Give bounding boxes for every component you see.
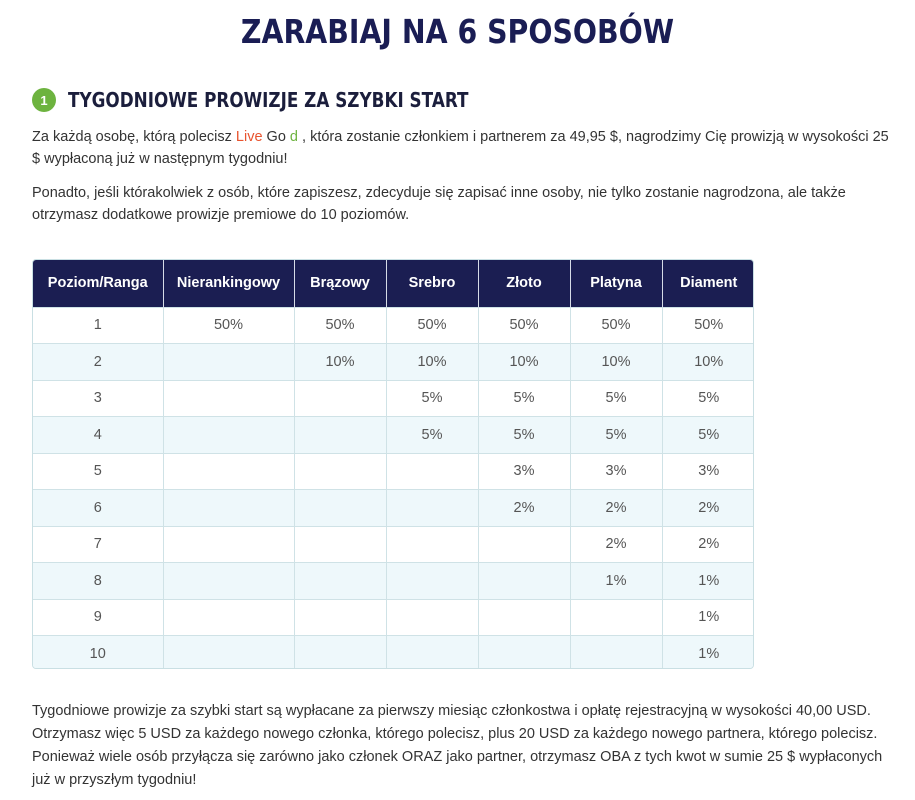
table-row <box>33 636 754 670</box>
level-cell: 7 <box>33 526 163 563</box>
commission-cell: 50% <box>570 307 662 344</box>
commission-cell: 5% <box>570 380 662 417</box>
intro-paragraph <box>32 126 892 170</box>
table-header-cell: Platyna <box>570 260 662 307</box>
commission-cell: 50% <box>163 307 294 344</box>
commission-cell: 5% <box>386 380 478 417</box>
commission-cell <box>570 599 662 636</box>
level-cell: 4 <box>33 417 163 454</box>
commission-cell <box>386 490 478 527</box>
table-row <box>33 417 754 454</box>
commission-cell: 50% <box>294 307 386 344</box>
commission-cell: 5% <box>662 417 754 454</box>
commission-cell <box>163 417 294 454</box>
brand-name-live: Live <box>235 129 263 145</box>
commission-cell: 10% <box>662 344 754 381</box>
commission-cell: 2% <box>662 526 754 563</box>
commission-cell <box>294 599 386 636</box>
table-header-cell: Poziom/Ranga <box>33 260 163 307</box>
table-row <box>33 599 754 636</box>
table-header-cell: Złoto <box>478 260 570 307</box>
commission-cell: 10% <box>294 344 386 381</box>
commission-cell: 1% <box>662 599 754 636</box>
commission-cell: 3% <box>662 453 754 490</box>
commission-cell <box>386 636 478 670</box>
commission-cell: 2% <box>478 490 570 527</box>
commission-cell: 5% <box>662 380 754 417</box>
brand-name-go: Go <box>262 129 286 145</box>
level-cell: 3 <box>33 380 163 417</box>
level-cell: 10 <box>33 636 163 670</box>
table-row <box>33 453 754 490</box>
commission-cell <box>478 599 570 636</box>
commission-cell <box>478 526 570 563</box>
level-cell: 5 <box>33 453 163 490</box>
commission-table <box>33 260 754 669</box>
intro-text-start: Za każdą osobę, którą polecisz <box>32 129 236 145</box>
commission-cell: 10% <box>386 344 478 381</box>
commission-cell: 3% <box>478 453 570 490</box>
table-header-row <box>33 260 754 307</box>
commission-cell <box>570 636 662 670</box>
level-cell: 6 <box>33 490 163 527</box>
commission-cell <box>163 344 294 381</box>
commission-cell <box>294 636 386 670</box>
commission-cell <box>478 636 570 670</box>
commission-cell <box>386 563 478 600</box>
commission-cell <box>386 453 478 490</box>
commission-table-container <box>32 259 754 669</box>
commission-cell: 5% <box>570 417 662 454</box>
commission-cell <box>163 490 294 527</box>
table-header-cell: Srebro <box>386 260 478 307</box>
table-row <box>33 490 754 527</box>
table-header-cell: Brązowy <box>294 260 386 307</box>
commission-cell: 50% <box>386 307 478 344</box>
section-title: TYGODNIOWE PROWIZJE ZA SZYBKI START <box>68 88 469 112</box>
level-cell: 1 <box>33 307 163 344</box>
commission-cell <box>294 417 386 454</box>
commission-cell: 5% <box>478 417 570 454</box>
commission-cell: 3% <box>570 453 662 490</box>
level-cell: 2 <box>33 344 163 381</box>
bonus-paragraph: Ponadto, jeśli którakolwiek z osób, które zapiszesz, zdecyduje się zapisać inne osoby, nie tylko zostanie nagrodzona, ale także otrzymasz dodatkowe prowizje premiowe do 10 poziomów. <box>32 185 846 223</box>
table-header-cell: Diament <box>662 260 754 307</box>
commission-cell <box>294 526 386 563</box>
commission-cell <box>294 563 386 600</box>
table-header-cell: Nierankingowy <box>163 260 294 307</box>
table-body <box>33 307 754 669</box>
commission-cell <box>163 526 294 563</box>
table-row <box>33 380 754 417</box>
table-row <box>33 307 754 344</box>
commission-cell: 2% <box>570 526 662 563</box>
commission-cell <box>163 599 294 636</box>
table-row <box>33 344 754 381</box>
brand-name-d: d <box>285 129 298 145</box>
payout-paragraph: Tygodniowe prowizje za szybki start są wypłacane za pierwszy miesiąc członkostwa i opłatę rejestracyjną w wysokości 40,00 USD. Otrzymasz więc 5 USD za każdego nowego członka, którego polecisz, plus 20 USD za każdego nowego partnera, którego polecisz. Ponieważ wiele osób przyłącza się zarówno jako członek ORAZ jako partner, otrzymasz OBA z tych kwot w sumie 25 $ wypłaconych już w przyszłym tygodniu! <box>32 703 883 788</box>
commission-cell: 2% <box>662 490 754 527</box>
commission-cell: 1% <box>662 563 754 600</box>
commission-cell <box>163 453 294 490</box>
commission-cell <box>294 453 386 490</box>
commission-cell: 5% <box>386 417 478 454</box>
commission-cell: 10% <box>478 344 570 381</box>
commission-cell <box>478 563 570 600</box>
section-heading <box>32 88 545 112</box>
intro-text-end: , która zostanie członkiem i partnerem za 49,95 $, nagrodzimy Cię prowizją w wysokości 25 $ wypłaconą już w następnym tygodniu! <box>32 129 889 167</box>
commission-cell: 50% <box>662 307 754 344</box>
commission-cell: 2% <box>570 490 662 527</box>
level-cell: 9 <box>33 599 163 636</box>
commission-cell: 10% <box>570 344 662 381</box>
commission-cell: 1% <box>662 636 754 670</box>
commission-cell <box>294 490 386 527</box>
commission-cell: 1% <box>570 563 662 600</box>
commission-cell <box>163 563 294 600</box>
page-title: ZARABIAJ NA 6 SPOSOBÓW <box>240 12 675 51</box>
commission-cell: 5% <box>478 380 570 417</box>
commission-cell <box>386 599 478 636</box>
commission-cell <box>386 526 478 563</box>
level-cell: 8 <box>33 563 163 600</box>
commission-cell: 50% <box>478 307 570 344</box>
commission-cell <box>163 380 294 417</box>
commission-cell <box>294 380 386 417</box>
table-row <box>33 563 754 600</box>
step-number-badge: 1 <box>32 88 56 112</box>
commission-cell <box>163 636 294 670</box>
table-row <box>33 526 754 563</box>
